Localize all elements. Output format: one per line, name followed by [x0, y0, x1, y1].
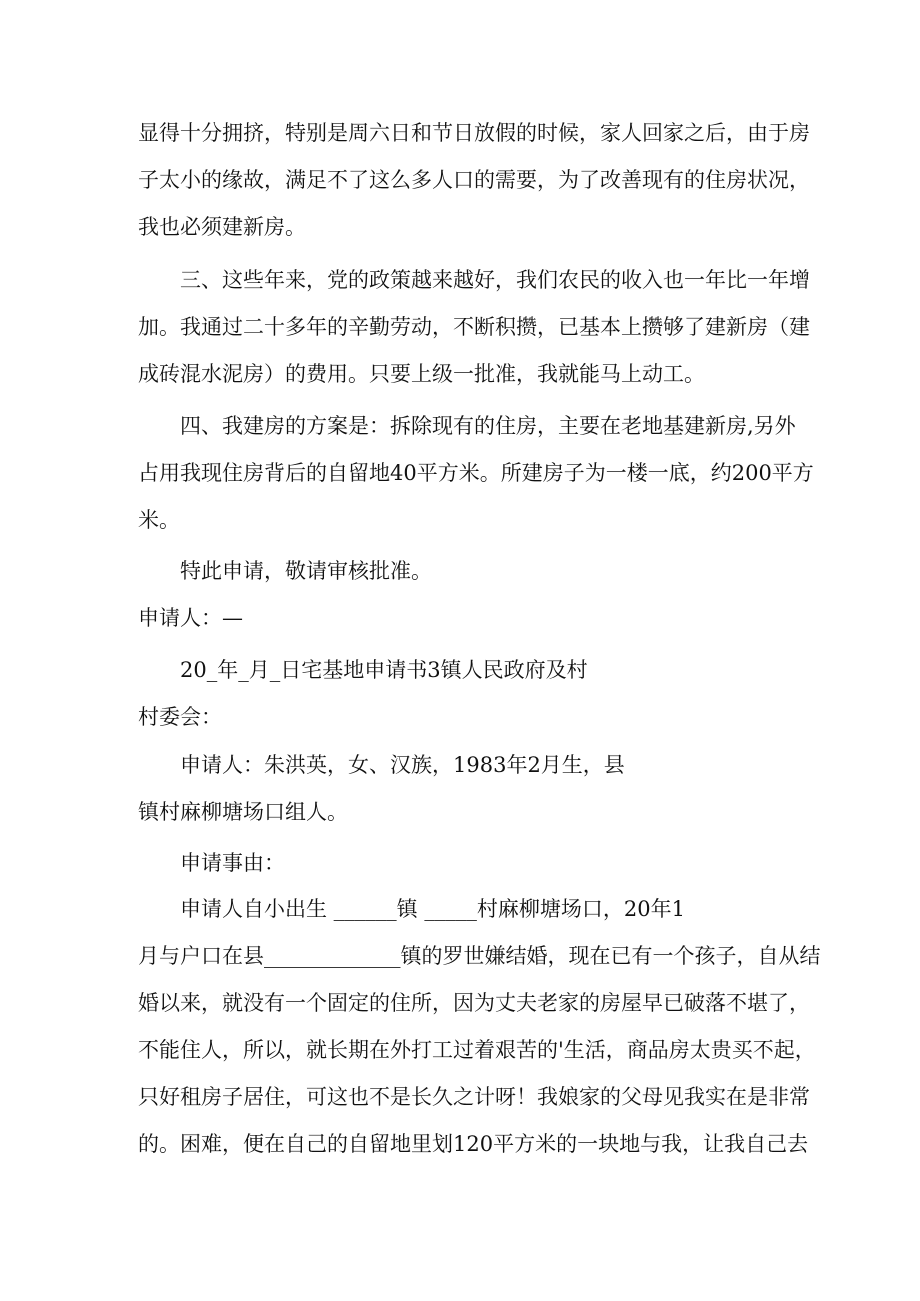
text-line: 镇村麻柳塘场口组人。 — [138, 800, 348, 824]
salutation-line: 村委会： — [138, 705, 222, 729]
text-line: 四、我建房的方案是：拆除现有的住房，主要在老地基建新房,另外 — [180, 414, 796, 438]
text-line: 20_年_月_日宅基地申请书3镇人民政府及村 — [180, 658, 588, 682]
text-line: 不能住人，所以，就长期在外打工过着艰苦的'生活，商品房太贵买不起， — [138, 1038, 816, 1062]
text-line: 我也必须建新房。 — [138, 215, 306, 239]
text-line: 婚以来，就没有一个固定的住所，因为丈夫老家的房屋早已破落不堪了， — [138, 991, 810, 1015]
text-line: 月与户口在县_____________镇的罗世嫌结婚，现在已有一个孩子，自从结 — [138, 944, 821, 968]
text-line: 特此申请，敬请审核批准。 — [180, 559, 432, 583]
text-line: 成砖混水泥房）的费用。只要上级一批准，我就能马上动工。 — [138, 362, 705, 386]
text-line: 三、这些年来，党的政策越来越好，我们农民的收入也一年比一年增 — [180, 268, 810, 292]
text-line: 米。 — [138, 508, 180, 532]
text-line: 子太小的缘故，满足不了这么多人口的需要，为了改善现有的住房状况， — [138, 168, 810, 192]
text-line: 占用我现住房背后的自留地40平方米。所建房子为一楼一底，约200平方 — [138, 461, 814, 485]
text-line: 显得十分拥挤，特别是周六日和节日放假的时候，家人回家之后，由于房 — [138, 121, 810, 145]
text-line: 的。困难，便在自己的自留地里划120平方米的一块地与我，让我自己去 — [138, 1132, 809, 1156]
section-heading: 申请事由： — [180, 851, 285, 875]
text-line: 申请人：朱洪英，女、汉族，1983年2月生，县 — [180, 753, 625, 777]
text-line: 加。我通过二十多年的辛勤劳动，不断积攒，已基本上攒够了建新房（建 — [138, 315, 810, 339]
text-line: 申请人自小出生 ______镇 _____村麻柳塘场口，20年1 — [180, 897, 685, 921]
text-line: 只好租房子居住，可这也不是长久之计呀！我娘家的父母见我实在是非常 — [138, 1085, 810, 1109]
signature-line: 申请人：— — [138, 606, 243, 630]
